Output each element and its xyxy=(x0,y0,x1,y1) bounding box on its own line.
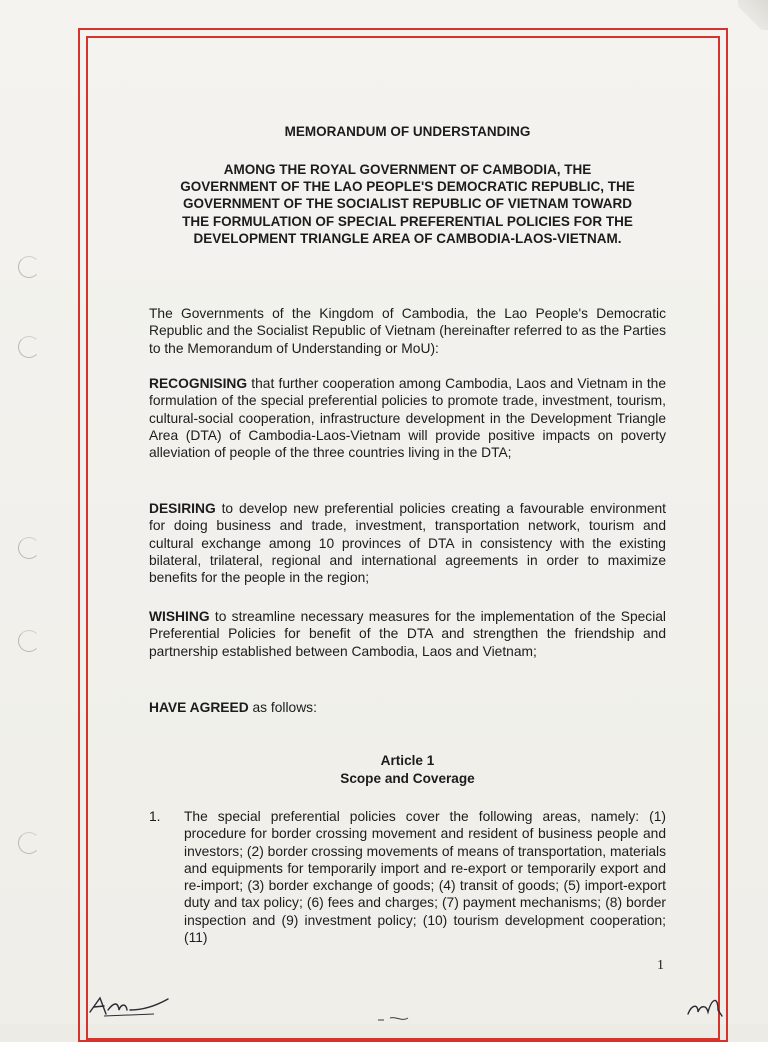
article-title: Scope and Coverage xyxy=(340,771,475,786)
agreed-keyword: HAVE AGREED xyxy=(149,700,249,715)
article-heading xyxy=(149,752,666,788)
subtitle-line: DEVELOPMENT TRIANGLE AREA OF CAMBODIA-LAOS-VIETNAM. xyxy=(193,230,622,246)
binder-hole xyxy=(18,336,40,358)
list-item-number: 1. xyxy=(149,809,161,824)
wishing-paragraph xyxy=(149,608,666,660)
recognising-text: that further cooperation among Cambodia, Laos and Vietnam in the formulation of the special preferential policies to promote trade, investment, tourism, cultural-social cooperation, infrastructure development in the Development Triangle Area (DTA) of Cambodia-Laos-Vietnam will provide positive impacts on poverty alleviation of people of the three countries living in the DTA; xyxy=(149,376,666,461)
desiring-text: to develop new preferential policies creating a favourable environment for doing business and trade, investment, transportation network, tourism and cultural exchange among 10 provinces of DTA in consistency with the existing bilateral, trilateral, regional and international agreements in order to maximize benefits for the people in the region; xyxy=(149,501,666,586)
initials-signature-right xyxy=(684,990,726,1022)
recognising-keyword: RECOGNISING xyxy=(149,376,248,391)
list-item xyxy=(149,808,666,946)
subtitle-line: AMONG THE ROYAL GOVERNMENT OF CAMBODIA, THE xyxy=(223,162,592,177)
agreed-text: as follows: xyxy=(248,700,317,715)
wishing-keyword: WISHING xyxy=(149,609,210,624)
article-number: Article 1 xyxy=(380,753,435,768)
document-subtitle xyxy=(149,161,666,247)
recognising-paragraph xyxy=(149,375,666,461)
agreed-paragraph xyxy=(149,699,666,716)
initials-signature-left xyxy=(84,992,174,1018)
subtitle-line: GOVERNMENT OF THE SOCIALIST REPUBLIC OF VIETNAM TOWARD xyxy=(182,196,632,212)
binder-hole xyxy=(18,537,40,559)
page-number: 1 xyxy=(657,958,664,973)
page-curl xyxy=(738,0,768,30)
document-title: MEMORANDUM OF UNDERSTANDING xyxy=(284,124,531,139)
list-item-text: The special preferential policies cover the following areas, namely: (1) procedure for border crossing movement and resident of business people and investors; (2) border crossing movements of means of transportation, materials and equipments for temporarily import and re-export or temporarily export and re-import; (3) border exchange of goods; (4) transit of goods; (5) import-export duty and tax policy; (6) fees and charges; (7) payment mechanisms; (8) border inspection and (9) investment policy; (10) tourism development cooperation; (11) xyxy=(184,809,666,946)
binder-hole xyxy=(18,256,40,278)
desiring-paragraph xyxy=(149,500,666,586)
binder-hole xyxy=(18,630,40,652)
binder-hole xyxy=(18,832,40,854)
subtitle-line: GOVERNMENT OF THE LAO PEOPLE'S DEMOCRATIC REPUBLIC, THE xyxy=(180,179,635,195)
wishing-text: to streamline necessary measures for the implementation of the Special Preferential Policies for benefit of the DTA and strengthen the friendship and partnership established between Cambodia, Laos and Vietnam; xyxy=(149,609,666,659)
subtitle-line: THE FORMULATION OF SPECIAL PREFERENTIAL POLICIES FOR THE xyxy=(182,213,633,229)
desiring-keyword: DESIRING xyxy=(149,501,216,516)
scan-mark xyxy=(376,1014,416,1024)
intro-paragraph: The Governments of the Kingdom of Cambodia, the Lao People's Democratic Republic and the Socialist Republic of Vietnam (hereinafter referred to as the Parties to the Memorandum of Understanding or MoU): xyxy=(149,306,666,356)
